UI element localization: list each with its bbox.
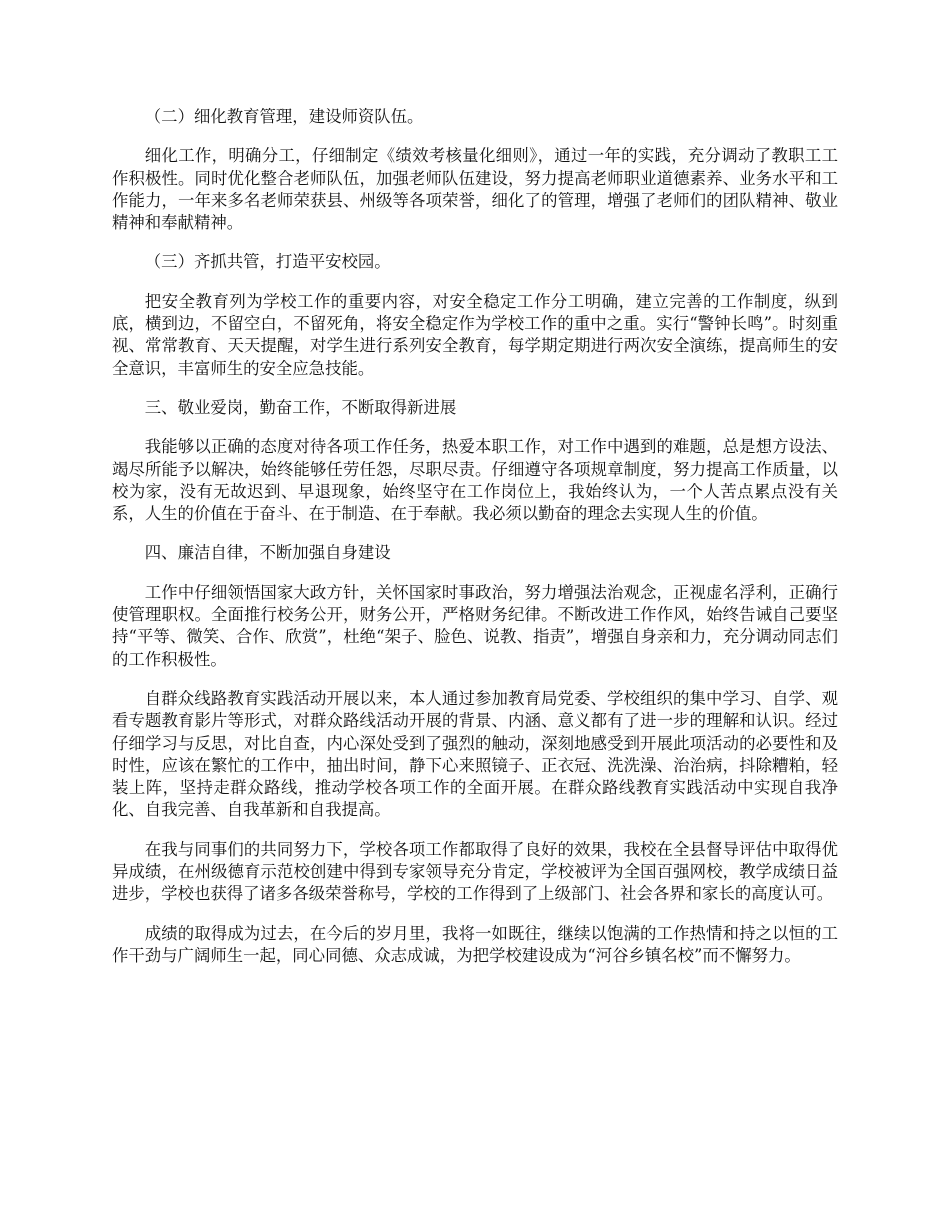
- paragraph-refine-management: 细化工作，明确分工，仔细制定《绩效考核量化细则》，通过一年的实践，充分调动了教职工工作积极性。同时优化整合老师队伍，加强老师队伍建设，努力提高老师职业道德素养、业务水平和工作能力，一年来多名老师荣获县、州级等各项荣誉，细化了的管理，增强了老师们的团队精神、敬业精神和奉献精神。: [112, 146, 838, 233]
- paragraph-integrity: 工作中仔细领悟国家大政方针，关怀国家时事政治，努力增强法治观念，正视虚名浮利，正确行使管理职权。全面推行校务公开，财务公开，严格财务纪律。不断改进工作作风，始终告诫自己要坚持“平等、微笑、合作、欣赏”，杜绝“架子、脸色、说教、指责”，增强自身亲和力，充分调动同志们的工作积极性。: [112, 582, 838, 669]
- section-heading-dedication: 三、敬业爱岗，勤奋工作，不断取得新进展: [144, 397, 457, 417]
- paragraph-achievements: 在我与同事们的共同努力下，学校各项工作都取得了良好的效果，我校在全县督导评估中取得优异成绩，在州级德育示范校创建中得到专家领导充分肯定，学校被评为全国百强网校，教学成绩日益进步，学校也获得了诸多各级荣誉称号，学校的工作得到了上级部门、社会各界和家长的高度认可。: [112, 839, 838, 904]
- section-heading-refine-management: （二）细化教育管理，建设师资队伍。: [144, 107, 424, 126]
- paragraph-mass-line: 自群众线路教育实践活动开展以来，本人通过参加教育局党委、学校组织的集中学习、自学、观看专题教育影片等形式，对群众路线活动开展的背景、内涵、意义都有了进一步的理解和认识。经过仔细学习与反思，对比自查，内心深处受到了强烈的触动，深刻地感受到开展此项活动的必要性和及时性，应该在繁忙的工作中，抽出时间，静下心来照镜子、正衣冠、洗洗澡、治治病，抖除糟粕，轻装上阵，坚持走群众路线，推动学校各项工作的全面开展。在群众路线教育实践活动中实现自我净化、自我完善、自我革新和自我提高。: [112, 688, 838, 820]
- section-heading-safe-campus: （三）齐抓共管，打造平安校园。: [144, 252, 391, 272]
- paragraph-dedication: 我能够以正确的态度对待各项工作任务，热爱本职工作，对工作中遇到的难题，总是想方设法、竭尽所能予以解决，始终能够任劳任怨，尽职尽责。仔细遵守各项规章制度，努力提高工作质量，以校为家，没有无故迟到、早退现象，始终坚守在工作岗位上，我始终认为，一个人苦点累点没有关系，人生的价值在于奋斗、在于制造、在于奉献。我必须以勤奋的理念去实现人生的价值。: [112, 437, 838, 524]
- paragraph-safe-campus: 把安全教育列为学校工作的重要内容，对安全稳定工作分工明确，建立完善的工作制度，纵到底，横到边，不留空白，不留死角，将安全稳定作为学校工作的重中之重。实行“警钟长鸣”。时刻重视、常常教育、天天提醒，对学生进行系列安全教育，每学期定期进行两次安全演练，提高师生的安全意识，丰富师生的安全应急技能。: [112, 291, 838, 378]
- section-heading-integrity: 四、廉洁自律，不断加强自身建设: [144, 543, 391, 563]
- paragraph-conclusion: 成绩的取得成为过去，在今后的岁月里，我将一如既往，继续以饱满的工作热情和持之以恒的工作干劲与广阔师生一起，同心同德、众志成诚，为把学校建设成为“河谷乡镇名校”而不懈努力。: [112, 923, 838, 965]
- document-body: [112, 106, 838, 984]
